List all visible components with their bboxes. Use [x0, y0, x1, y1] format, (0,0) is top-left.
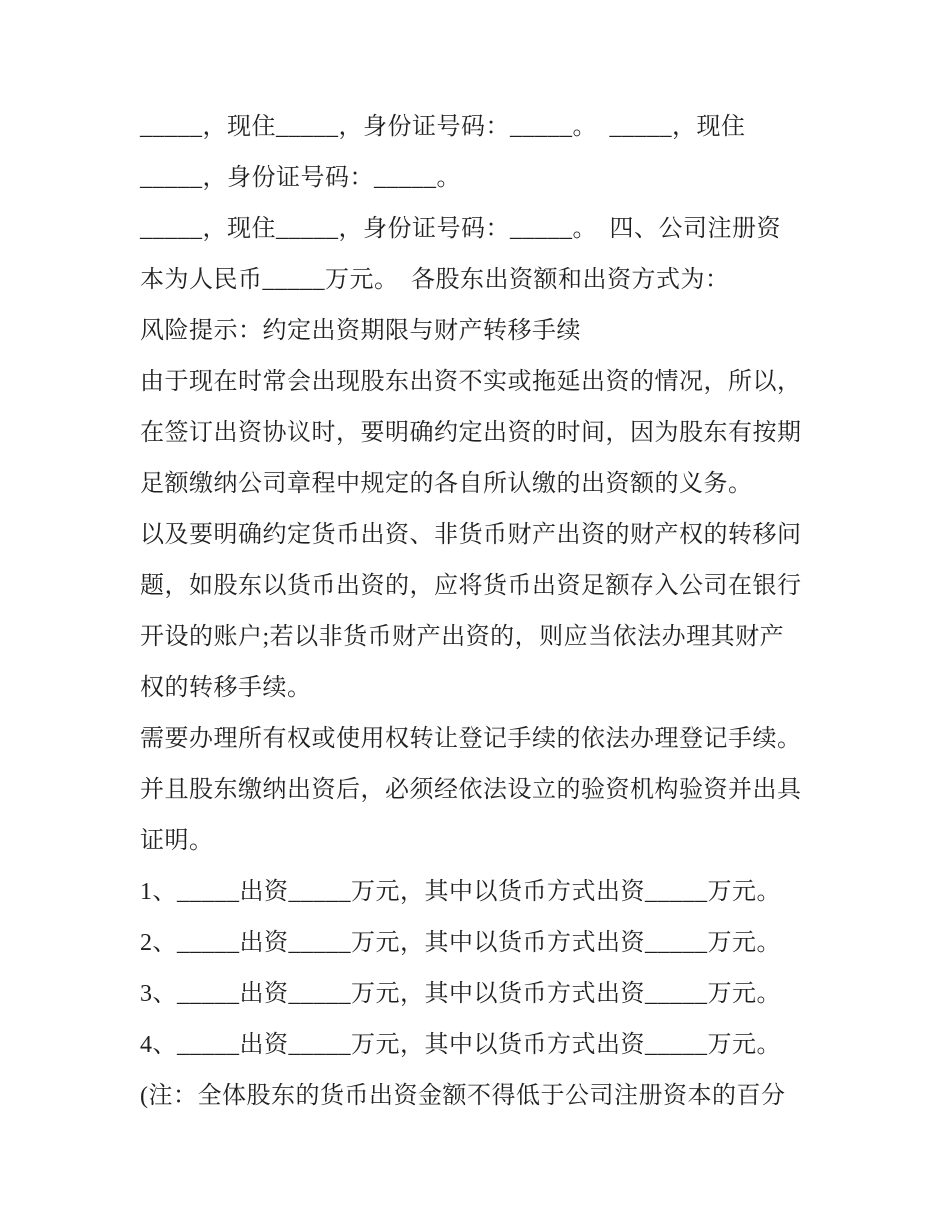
document-line: 证明。 — [140, 828, 214, 854]
document-body-text — [140, 102, 860, 1122]
document-line-note: (注：全体股东的货币出资金额不得低于公司注册资本的百分 — [140, 1083, 786, 1109]
document-line: 需要办理所有权或使用权转让登记手续的依法办理登记手续。 — [140, 726, 802, 752]
document-line: 本为人民币_____万元。 各股东出资额和出资方式为： — [140, 267, 730, 293]
document-line: 题，如股东以货币出资的，应将货币出资足额存入公司在银行 — [140, 573, 802, 599]
document-line-risk-heading: 风险提示：约定出资期限与财产转移手续 — [140, 318, 581, 344]
document-line: _____，身份证号码：_____。 — [140, 165, 461, 191]
document-line: 权的转移手续。 — [140, 675, 312, 701]
document-list-item-4: 4、_____出资_____万元，其中以货币方式出资_____万元。 — [140, 1032, 781, 1058]
document-line: 以及要明确约定货币出资、非货币财产出资的财产权的转移问 — [140, 522, 802, 548]
document-line: 开设的账户;若以非货币财产出资的，则应当依法办理其财产 — [140, 624, 785, 650]
document-line: 足额缴纳公司章程中规定的各自所认缴的出资额的义务。 — [140, 471, 753, 497]
document-list-item-3: 3、_____出资_____万元，其中以货币方式出资_____万元。 — [140, 981, 781, 1007]
document-list-item-2: 2、_____出资_____万元，其中以货币方式出资_____万元。 — [140, 930, 781, 956]
document-line: _____，现住_____，身份证号码：_____。 _____，现住 — [140, 114, 746, 140]
document-line: 并且股东缴纳出资后，必须经依法设立的验资机构验资并出具 — [140, 777, 802, 803]
document-line: 在签订出资协议时，要明确约定出资的时间，因为股东有按期 — [140, 420, 802, 446]
document-line: 由于现在时常会出现股东出资不实或拖延出资的情况，所以， — [140, 369, 802, 395]
document-line: _____，现住_____，身份证号码：_____。 四、公司注册资 — [140, 216, 781, 242]
document-list-item-1: 1、_____出资_____万元，其中以货币方式出资_____万元。 — [140, 879, 781, 905]
